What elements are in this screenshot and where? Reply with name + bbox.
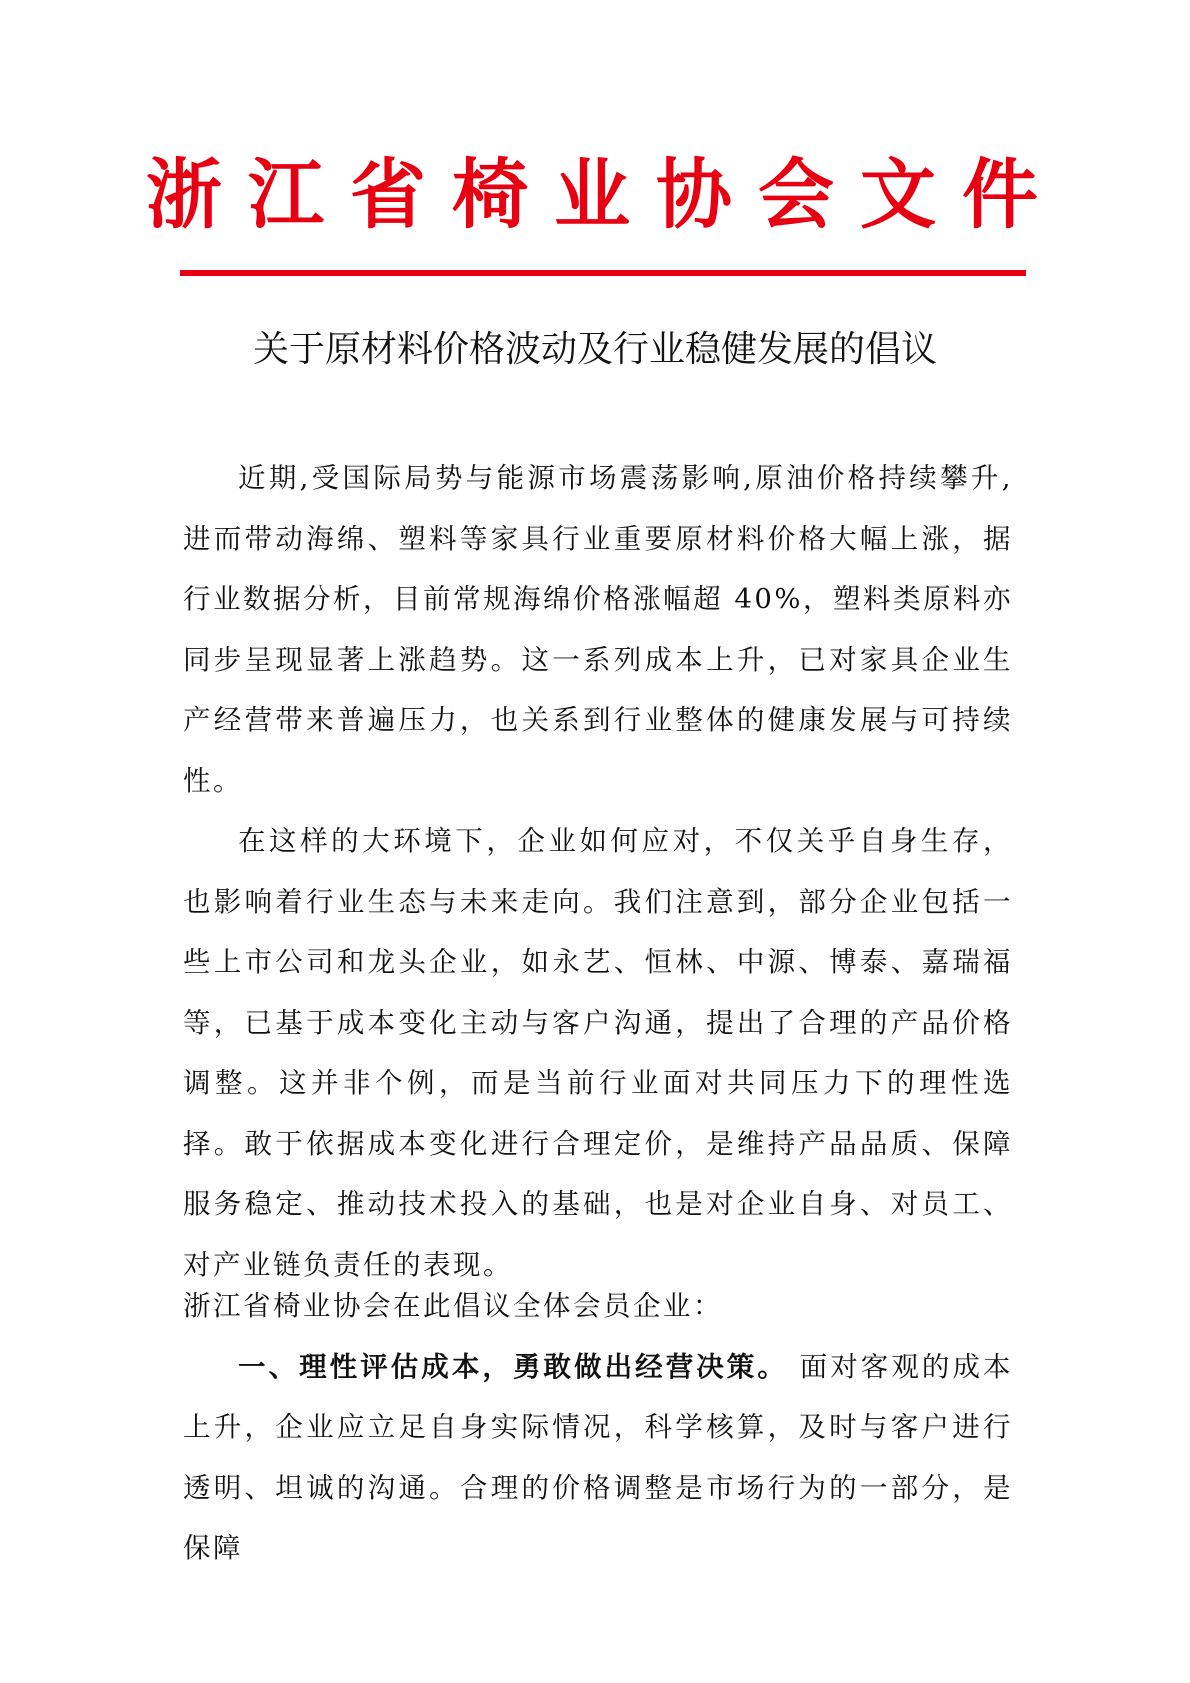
- body-section-intro: [183, 448, 1013, 1295]
- paragraph-market-situation: 近期,受国际局势与能源市场震荡影响,原油价格持续攀升,进而带动海绵、塑料等家具行业重要原材料价格大幅上涨，据行业数据分析，目前常规海绵价格涨幅超 40%，塑料类原料亦同步呈现显著上涨趋势。这一系列成本上升，已对家具企业生产经营带来普遍压力，也关系到行业整体的健康发展与可持续性。: [183, 462, 1013, 797]
- paragraph-industry-response: 在这样的大环境下，企业如何应对，不仅关乎自身生存，也影响着行业生态与未来走向。我们注意到，部分企业包括一些上市公司和龙头企业，如永艺、恒林、中源、博泰、嘉瑞福等，已基于成本变化主动与客户沟通，提出了合理的产品价格调整。这并非个例，而是当前行业面对共同压力下的理性选择。敢于依据成本变化进行合理定价，是维持产品品质、保障服务稳定、推动技术投入的基础，也是对企业自身、对员工、对产业链负责任的表现。: [183, 825, 1013, 1281]
- body-section-proposal: [183, 1276, 1013, 1579]
- document-header: 浙江省椅业协会文件: [146, 150, 1064, 239]
- proposal-item-1: [183, 1337, 1013, 1579]
- proposal-call: 浙江省椅业协会在此倡议全体会员企业：: [183, 1290, 723, 1322]
- red-divider-line: [180, 270, 1026, 276]
- proposal-item-1-text: 面对客观的成本上升，企业应立足自身实际情况，科学核算，及时与客户进行透明、坦诚的沟通。合理的价格调整是市场行为的一部分，是保障: [183, 1350, 1013, 1564]
- proposal-item-1-lead: 一、理性评估成本，勇敢做出经营决策。: [238, 1350, 788, 1383]
- document-title: 关于原材料价格波动及行业稳健发展的倡议: [252, 329, 937, 370]
